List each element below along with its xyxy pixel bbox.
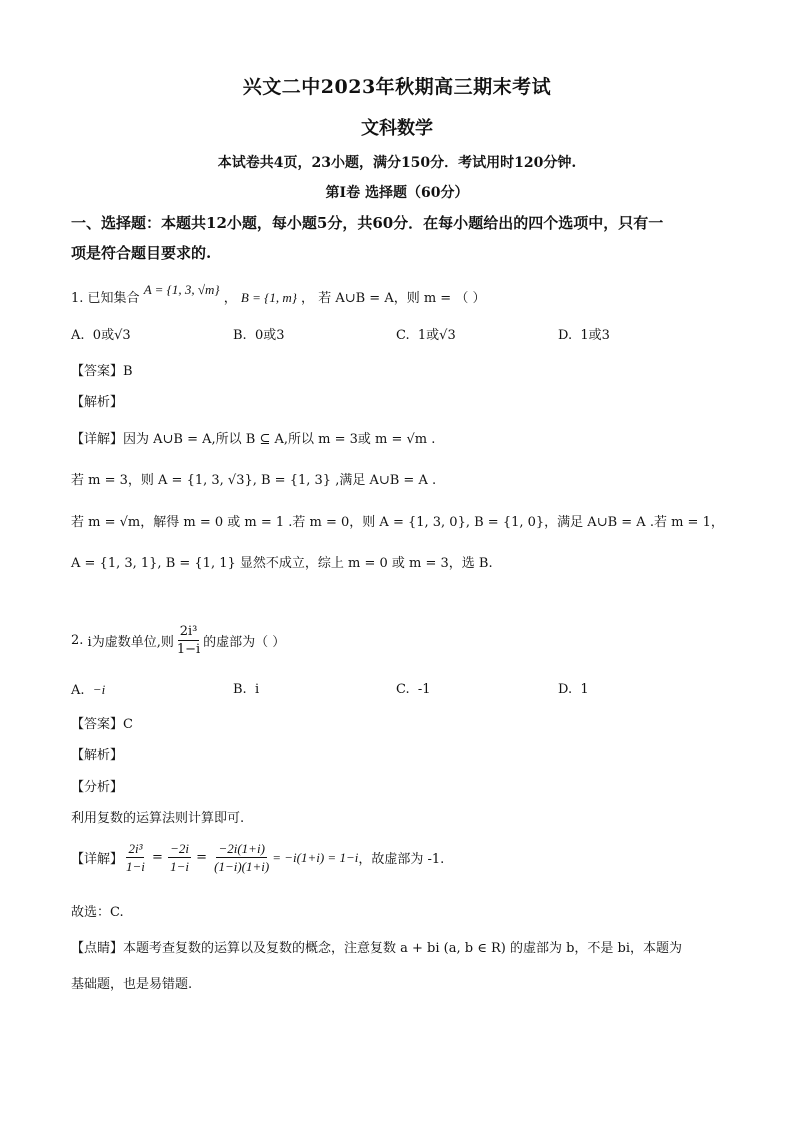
q2-fenxi-text: 利用复数的运算法则计算即可. (71, 811, 245, 826)
q1-option-d[interactable]: D. 1或3 (558, 328, 610, 343)
section-heading: 第I卷 选择题（60分） (325, 185, 469, 201)
exam-title: 兴文二中2023年秋期高三期末考试 (242, 76, 552, 98)
detail-tag: 【详解】 (71, 852, 124, 867)
q2-choice-line: 故选：C. (71, 905, 124, 920)
q2-stem (71, 623, 285, 658)
q1-condition: 若 A∪B = A，则 m = （ ） (318, 291, 486, 306)
q1-detail-line-2: 若 m = 3，则 A = {1, 3, √3}, B = {1, 3} ,满足 A∪B = A . (71, 473, 437, 488)
eq-fraction-3: $\frac{-2i(1+i)}{(1-i)(1+i)}$ (214, 841, 270, 874)
q2-fenxi-tag: 【分析】 (71, 780, 124, 795)
q2-option-a[interactable]: A. −i (71, 682, 106, 698)
q1-set-b: B = {1, m} (240, 290, 297, 305)
q2-option-c[interactable]: C. -1 (396, 682, 431, 697)
q1-detail-line-3: 若 m = √m，解得 m = 0 或 m = 1 .若 m = 0，则 A = {1, 3, 0}, B = {1, 0}，满足 A∪B = A .若 m = 1， (71, 515, 724, 530)
q2-number: 2. (71, 633, 84, 648)
q1-stem-prefix: 已知集合 (87, 291, 140, 306)
q1-answer (71, 360, 133, 379)
q1-set-a: A = {1, 3, √m} (143, 282, 220, 297)
answer-tag: 【答案】 (71, 717, 124, 732)
q1-option-c[interactable]: C. 1或√3 (396, 328, 456, 343)
instructions-line-2: 项是符合题目要求的. (71, 244, 212, 262)
q2-fraction: $\frac{\text{2i³}}{1-i}$ (176, 624, 201, 657)
exam-info: 本试卷共4页，23小题，满分150分．考试用时120分钟. (217, 155, 577, 171)
q2-answer (71, 713, 133, 732)
eq-fraction-2: $\frac{-2i}{1-i}$ (170, 841, 189, 874)
q2-dianjing-line-1: 【点睛】本题考查复数的运算以及复数的概念，注意复数 a + bi (a, b ∈ R) 的虚部为 b，不是 bi，本题为 (71, 941, 683, 956)
q2-stem-suffix: 的虚部为（ ） (203, 635, 286, 650)
eq-tail: = −i(1+i) = 1−i (272, 849, 359, 865)
q1-analysis-tag: 【解析】 (71, 395, 124, 410)
q1-detail-line-1: 【详解】因为 A∪B = A,所以 B ⊆ A,所以 m = 3或 m = √m . (71, 432, 436, 447)
q2-option-b[interactable]: B. i (233, 682, 260, 697)
answer-tag: 【答案】 (71, 364, 124, 379)
q1-number: 1. (71, 291, 84, 306)
q1-option-a[interactable]: A. 0或√3 (71, 328, 131, 343)
q2-option-d[interactable]: D. 1 (558, 682, 589, 697)
eq-fraction-1: $\frac{\text{2i³}}{1-i}$ (126, 841, 145, 874)
q1-option-b[interactable]: B. 0或3 (233, 328, 285, 343)
q1-stem: 1. 已知集合 A = {1, 3, √m} ， B = {1, m} ， 若 A∪B = A，则 m = （ ） (71, 282, 486, 306)
q2-analysis-tag: 【解析】 (71, 748, 124, 763)
q2-dianjing-line-2: 基础题，也是易错题. (71, 977, 193, 992)
eq-conclusion: ，故虚部为 -1. (358, 852, 445, 867)
answer-value: B (123, 364, 133, 379)
q2-detail-equation: 【详解】 $\frac{\text{2i³}}{1-i}$ = $\frac{-2i}{1-i}$ = $\frac{-2i(1+i)}{(1-i)(1+i)}$ = −i(1+i) = 1−i ，故虚部为 -1. (71, 841, 445, 874)
exam-subtitle: 文科数学 (361, 118, 433, 139)
instructions-line-1: 一、选择题：本题共12小题，每小题5分，共60分．在每小题给出的四个选项中，只有一 (71, 214, 664, 232)
answer-value: C (123, 717, 133, 732)
q1-detail-line-4: A = {1, 3, 1}, B = {1, 1} 显然不成立，综上 m = 0 或 m = 3，选 B. (71, 556, 493, 571)
q2-stem-prefix: i为虚数单位,则 (87, 635, 174, 650)
